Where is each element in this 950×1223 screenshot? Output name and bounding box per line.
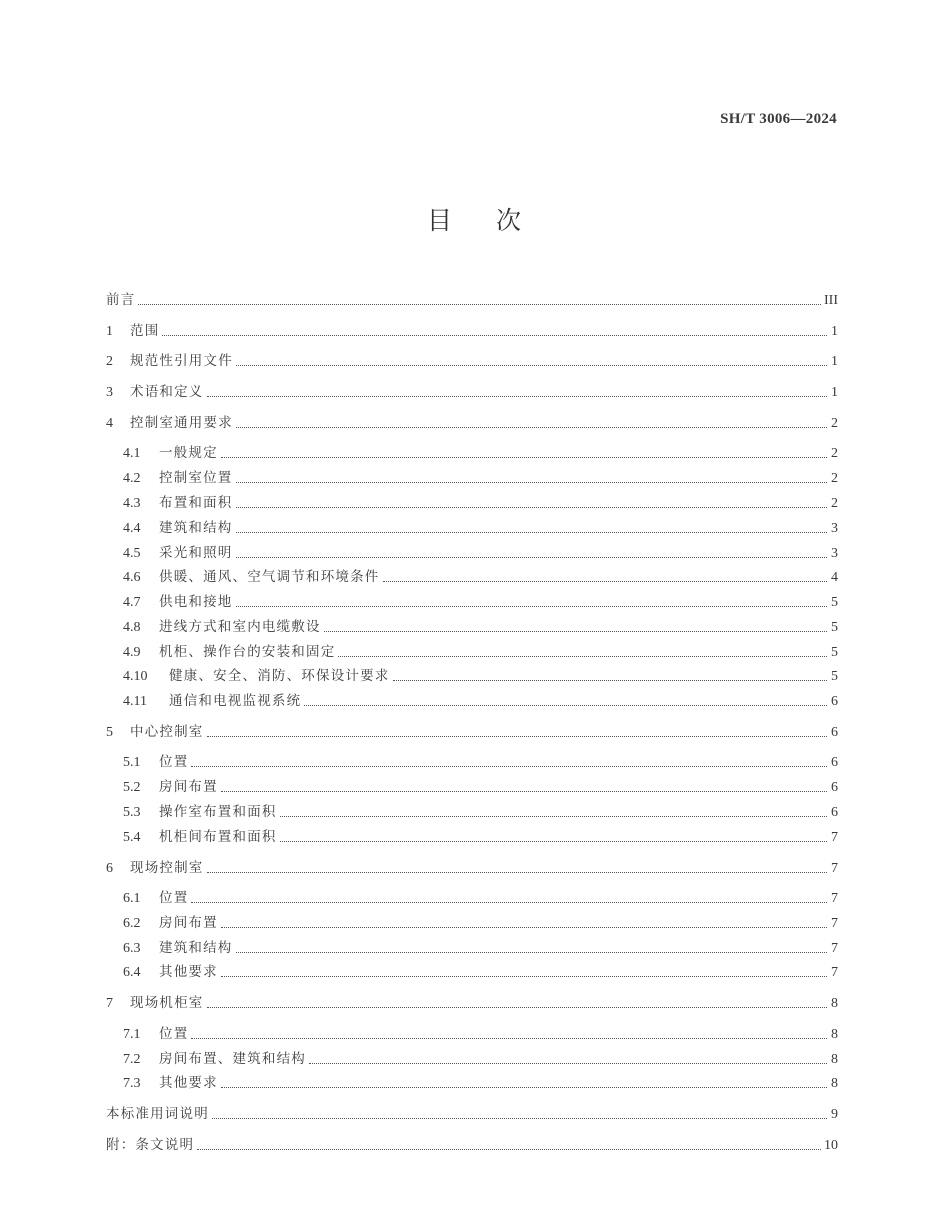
- toc-entry-page: 2: [831, 471, 838, 486]
- toc-entry-text: 位置: [159, 890, 189, 906]
- dot-leader: [383, 581, 828, 582]
- toc-entry-4-10[interactable]: [123, 666, 838, 686]
- dot-leader: [236, 507, 828, 508]
- dot-leader: [236, 952, 828, 953]
- toc-entry-page: III: [824, 293, 838, 308]
- toc-entry-text: 操作室布置和面积: [159, 804, 277, 820]
- toc-entry-4-7[interactable]: [123, 592, 838, 612]
- toc-entry-page: 6: [831, 694, 838, 709]
- toc-entry-number: 4: [106, 416, 113, 431]
- toc-entry-text: 术语和定义: [130, 384, 204, 400]
- toc-entry-text: 位置: [159, 754, 189, 770]
- toc-entry-text: 供暖、通风、空气调节和环境条件: [159, 569, 380, 585]
- toc-entry-text: 前言: [106, 292, 136, 308]
- toc-entry-4-11[interactable]: [123, 691, 838, 711]
- toc-entry-5-1[interactable]: [123, 752, 838, 772]
- dot-leader: [236, 482, 828, 483]
- toc-entry-page: 7: [831, 891, 838, 906]
- toc-entry-text: 供电和接地: [159, 594, 233, 610]
- toc-entry-page: 5: [831, 620, 838, 635]
- toc-entry-number: 4.3: [123, 496, 141, 511]
- toc-entry-5-4[interactable]: [123, 827, 838, 847]
- dot-leader: [309, 1063, 827, 1064]
- dot-leader: [236, 557, 828, 558]
- dot-leader: [162, 335, 827, 336]
- toc-entry-number: 4.2: [123, 471, 141, 486]
- toc-entry-number: 4.10: [123, 669, 148, 684]
- dot-leader: [324, 631, 827, 632]
- toc-entry-wording-explanation[interactable]: [106, 1104, 838, 1124]
- toc-entry-page: 3: [831, 546, 838, 561]
- dot-leader: [280, 841, 827, 842]
- toc-entry-text: 进线方式和室内电缆敷设: [159, 619, 321, 635]
- toc-entry-text: 中心控制室: [130, 724, 204, 740]
- toc-entry-6-2[interactable]: [123, 913, 838, 933]
- toc-entry-number: 5.1: [123, 755, 141, 770]
- dot-leader: [236, 365, 827, 366]
- toc-entry-6-1[interactable]: [123, 888, 838, 908]
- toc-entry-page: 6: [831, 805, 838, 820]
- toc-entry-page: 7: [831, 965, 838, 980]
- toc-entry-text: 位置: [159, 1026, 189, 1042]
- toc-entry-7-3[interactable]: [123, 1073, 838, 1093]
- dot-leader: [338, 656, 827, 657]
- toc-entry-6-4[interactable]: [123, 962, 838, 982]
- dot-leader: [221, 1087, 827, 1088]
- toc-entry-number: 4.6: [123, 570, 141, 585]
- toc-entry-number: 5.4: [123, 830, 141, 845]
- toc-entry-text: 机柜间布置和面积: [159, 829, 277, 845]
- standard-number: SH/T 3006—2024: [720, 111, 837, 127]
- toc-entry-1[interactable]: [106, 321, 838, 341]
- toc-entry-number: 5.3: [123, 805, 141, 820]
- dot-leader: [236, 606, 828, 607]
- toc-entry-4-4[interactable]: [123, 518, 838, 538]
- toc-entry-page: 2: [831, 446, 838, 461]
- toc-entry-appendix[interactable]: [106, 1135, 838, 1155]
- toc-entry-number: 5: [106, 725, 113, 740]
- toc-entry-page: 9: [831, 1107, 838, 1122]
- dot-leader: [191, 766, 827, 767]
- toc-entry-number: 6.2: [123, 916, 141, 931]
- toc-entry-page: 2: [831, 496, 838, 511]
- toc-entry-4-2[interactable]: [123, 468, 838, 488]
- toc-entry-text: 其他要求: [159, 964, 218, 980]
- toc-entry-6[interactable]: [106, 858, 838, 878]
- toc-entry-number: 4.7: [123, 595, 141, 610]
- toc-entry-4[interactable]: [106, 413, 838, 433]
- dot-leader: [191, 1038, 827, 1039]
- toc-title-char-2: 次: [496, 206, 524, 235]
- toc-title-char-1: 目: [426, 206, 454, 235]
- toc-entry-page: 2: [831, 416, 838, 431]
- dot-leader: [191, 902, 827, 903]
- toc-entry-4-6[interactable]: [123, 567, 838, 587]
- toc-entry-7[interactable]: [106, 993, 838, 1013]
- dot-leader: [280, 816, 827, 817]
- toc-entry-number: 7.3: [123, 1076, 141, 1091]
- toc-entry-6-3[interactable]: [123, 938, 838, 958]
- toc-entry-page: 8: [831, 1052, 838, 1067]
- toc-entry-number: 4.1: [123, 446, 141, 461]
- toc-entry-page: 6: [831, 780, 838, 795]
- toc-entry-text: 采光和照明: [159, 545, 233, 561]
- toc-entry-number: 5.2: [123, 780, 141, 795]
- toc-entry-number: 7.1: [123, 1027, 141, 1042]
- toc-entry-number: 6.3: [123, 941, 141, 956]
- toc-entry-5-3[interactable]: [123, 802, 838, 822]
- toc-entry-number: 4.11: [123, 694, 147, 709]
- toc-entry-text: 附：条文说明: [106, 1137, 195, 1153]
- toc-entry-text: 控制室通用要求: [130, 415, 233, 431]
- toc-entry-4-8[interactable]: [123, 617, 838, 637]
- toc-entry-page: 10: [824, 1138, 838, 1153]
- dot-leader: [207, 872, 828, 873]
- toc-entry-page: 8: [831, 996, 838, 1011]
- toc-entry-4-3[interactable]: [123, 493, 838, 513]
- toc-entry-text: 本标准用词说明: [106, 1106, 209, 1122]
- toc-entry-page: 7: [831, 830, 838, 845]
- toc-entry-2[interactable]: [106, 351, 838, 371]
- toc-entry-5[interactable]: [106, 722, 838, 742]
- toc-entry-page: 5: [831, 645, 838, 660]
- toc-entry-number: 6.4: [123, 965, 141, 980]
- toc-entry-3[interactable]: [106, 382, 838, 402]
- toc-entry-page: 5: [831, 595, 838, 610]
- dot-leader: [221, 791, 827, 792]
- toc-entry-number: 6.1: [123, 891, 141, 906]
- toc-entry-text: 一般规定: [159, 445, 218, 461]
- toc-entry-text: 建筑和结构: [159, 520, 233, 536]
- toc-entry-4-9[interactable]: [123, 642, 838, 662]
- toc-entry-text: 现场机柜室: [130, 995, 204, 1011]
- toc-entry-page: 7: [831, 941, 838, 956]
- toc-entry-4-1[interactable]: [123, 443, 838, 463]
- dot-leader: [236, 532, 828, 533]
- toc-entry-text: 规范性引用文件: [130, 353, 233, 369]
- dot-leader: [221, 976, 827, 977]
- dot-leader: [138, 304, 821, 305]
- toc-entry-5-2[interactable]: [123, 777, 838, 797]
- toc-entry-page: 7: [831, 916, 838, 931]
- toc-entry-text: 健康、安全、消防、环保设计要求: [169, 668, 390, 684]
- toc-entry-text: 通信和电视监视系统: [169, 693, 302, 709]
- toc-entry-number: 1: [106, 324, 113, 339]
- dot-leader: [221, 457, 827, 458]
- dot-leader: [207, 396, 828, 397]
- toc-entry-text: 房间布置: [159, 915, 218, 931]
- toc-entry-number: 3: [106, 385, 113, 400]
- dot-leader: [221, 927, 827, 928]
- toc-entry-text: 房间布置、建筑和结构: [159, 1051, 306, 1067]
- toc-entry-number: 2: [106, 354, 113, 369]
- dot-leader: [207, 1007, 828, 1008]
- toc-entry-page: 8: [831, 1027, 838, 1042]
- toc-entry-text: 机柜、操作台的安装和固定: [159, 644, 336, 660]
- toc-entry-text: 建筑和结构: [159, 940, 233, 956]
- toc-entry-number: 7.2: [123, 1052, 141, 1067]
- toc-entry-4-5[interactable]: [123, 543, 838, 563]
- dot-leader: [236, 427, 827, 428]
- toc-entry-page: 4: [831, 570, 838, 585]
- toc-entry-text: 范围: [130, 323, 160, 339]
- toc-entry-number: 4.9: [123, 645, 141, 660]
- toc-entry-page: 5: [831, 669, 838, 684]
- toc-entry-text: 其他要求: [159, 1075, 218, 1091]
- toc-entry-preface[interactable]: [106, 290, 838, 310]
- toc-entry-page: 1: [831, 385, 838, 400]
- dot-leader: [212, 1118, 827, 1119]
- toc-entry-page: 7: [831, 861, 838, 876]
- toc-entry-number: 4.4: [123, 521, 141, 536]
- toc-entry-page: 1: [831, 324, 838, 339]
- toc-entry-page: 1: [831, 354, 838, 369]
- toc-entry-7-1[interactable]: [123, 1024, 838, 1044]
- toc-entry-page: 8: [831, 1076, 838, 1091]
- dot-leader: [393, 680, 828, 681]
- toc-entry-text: 控制室位置: [159, 470, 233, 486]
- toc-entry-text: 房间布置: [159, 779, 218, 795]
- toc-entry-7-2[interactable]: [123, 1049, 838, 1069]
- toc-title: [0, 201, 950, 237]
- toc-entry-text: 布置和面积: [159, 495, 233, 511]
- toc-entry-page: 6: [831, 755, 838, 770]
- toc-entry-number: 4.8: [123, 620, 141, 635]
- dot-leader: [304, 705, 827, 706]
- toc-entry-number: 7: [106, 996, 113, 1011]
- toc-entry-number: 4.5: [123, 546, 141, 561]
- dot-leader: [207, 736, 828, 737]
- toc-entry-number: 6: [106, 861, 113, 876]
- dot-leader: [197, 1149, 821, 1150]
- toc-entry-page: 6: [831, 725, 838, 740]
- toc-entry-text: 现场控制室: [130, 860, 204, 876]
- toc-entry-page: 3: [831, 521, 838, 536]
